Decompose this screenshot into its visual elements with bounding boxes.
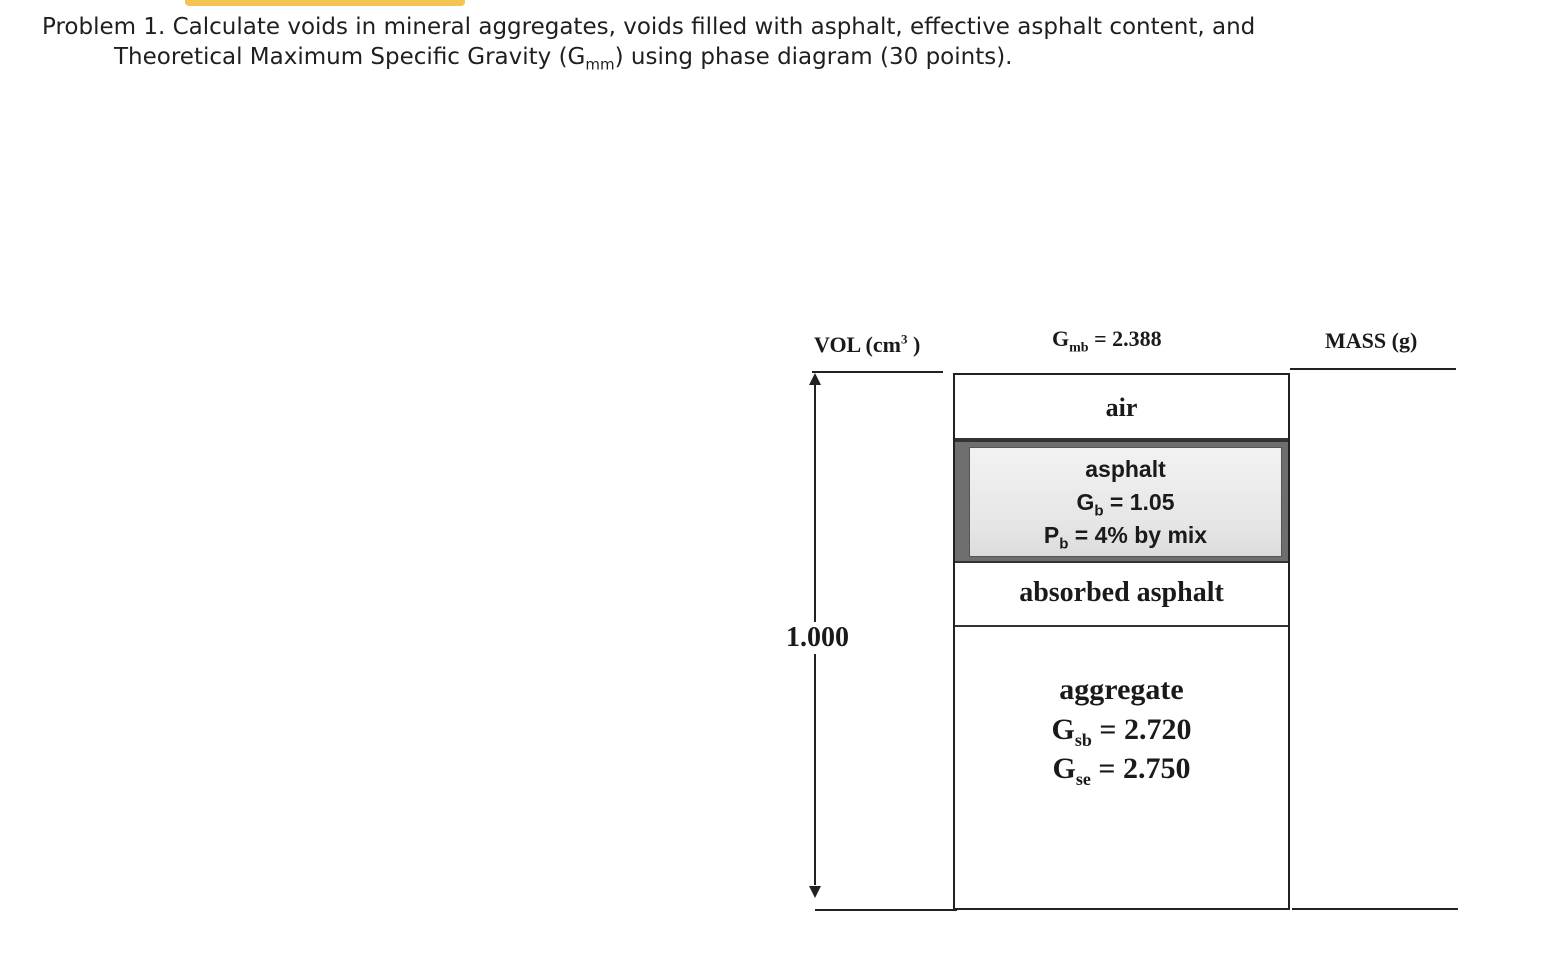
aggregate-gsb bbox=[955, 713, 1288, 750]
mass-header: MASS (g) bbox=[1325, 328, 1418, 353]
gmb-value: = 2.388 bbox=[1088, 326, 1162, 351]
absorbed-asphalt-phase bbox=[955, 563, 1288, 627]
asphalt-gb bbox=[970, 489, 1281, 520]
air-phase bbox=[955, 375, 1288, 442]
volume-header-sup: 3 bbox=[900, 331, 908, 347]
pb-symbol: P bbox=[1043, 522, 1060, 548]
gmb-symbol: G bbox=[1052, 326, 1070, 351]
asphalt-pb bbox=[970, 522, 1281, 553]
total-volume-value: 1.000 bbox=[786, 622, 849, 653]
mass-top-rule bbox=[1290, 368, 1456, 370]
problem-line-2-end: ) using phase diagram (30 points). bbox=[614, 44, 1013, 70]
volume-top-rule bbox=[812, 371, 943, 373]
highlight-strip bbox=[185, 0, 465, 6]
air-label: air bbox=[1105, 393, 1138, 422]
arrow-down-icon bbox=[809, 886, 821, 898]
asphalt-phase bbox=[955, 442, 1288, 563]
gmm-subscript: mm bbox=[585, 55, 615, 74]
problem-line-2-text: Theoretical Maximum Specific Gravity (G bbox=[114, 44, 586, 70]
problem-statement bbox=[42, 12, 1502, 72]
gb-symbol: G bbox=[1076, 489, 1095, 515]
problem-line-2 bbox=[42, 42, 1502, 72]
aggregate-label: aggregate bbox=[1059, 673, 1184, 706]
gse-subscript: se bbox=[1075, 769, 1091, 789]
pb-value: = 4% by mix bbox=[1068, 522, 1208, 548]
gse-symbol: G bbox=[1052, 752, 1076, 785]
gsb-symbol: G bbox=[1051, 713, 1075, 746]
absorbed-asphalt-label: absorbed asphalt bbox=[1019, 577, 1224, 608]
volume-header bbox=[814, 332, 920, 358]
asphalt-inner-panel bbox=[969, 447, 1282, 557]
phase-box bbox=[953, 373, 1290, 910]
gb-subscript: b bbox=[1094, 502, 1104, 520]
asphalt-label: asphalt bbox=[1085, 456, 1166, 482]
gb-value: = 1.05 bbox=[1103, 489, 1175, 515]
pb-subscript: b bbox=[1059, 535, 1069, 553]
gsb-value: = 2.720 bbox=[1091, 713, 1192, 746]
aggregate-gse bbox=[955, 752, 1288, 789]
mass-bottom-rule bbox=[1292, 908, 1458, 910]
gse-value: = 2.750 bbox=[1090, 752, 1191, 785]
volume-header-close: ) bbox=[907, 332, 921, 357]
gmb-subscript: mb bbox=[1069, 340, 1089, 356]
aggregate-phase bbox=[955, 627, 1288, 908]
gmb-header bbox=[1052, 326, 1162, 356]
volume-bottom-rule bbox=[815, 909, 957, 911]
gsb-subscript: sb bbox=[1074, 730, 1092, 750]
volume-header-text: VOL (cm bbox=[814, 332, 901, 357]
problem-line-1: Problem 1. Calculate voids in mineral aggregates, voids filled with asphalt, effective asphalt content, and bbox=[42, 14, 1256, 40]
